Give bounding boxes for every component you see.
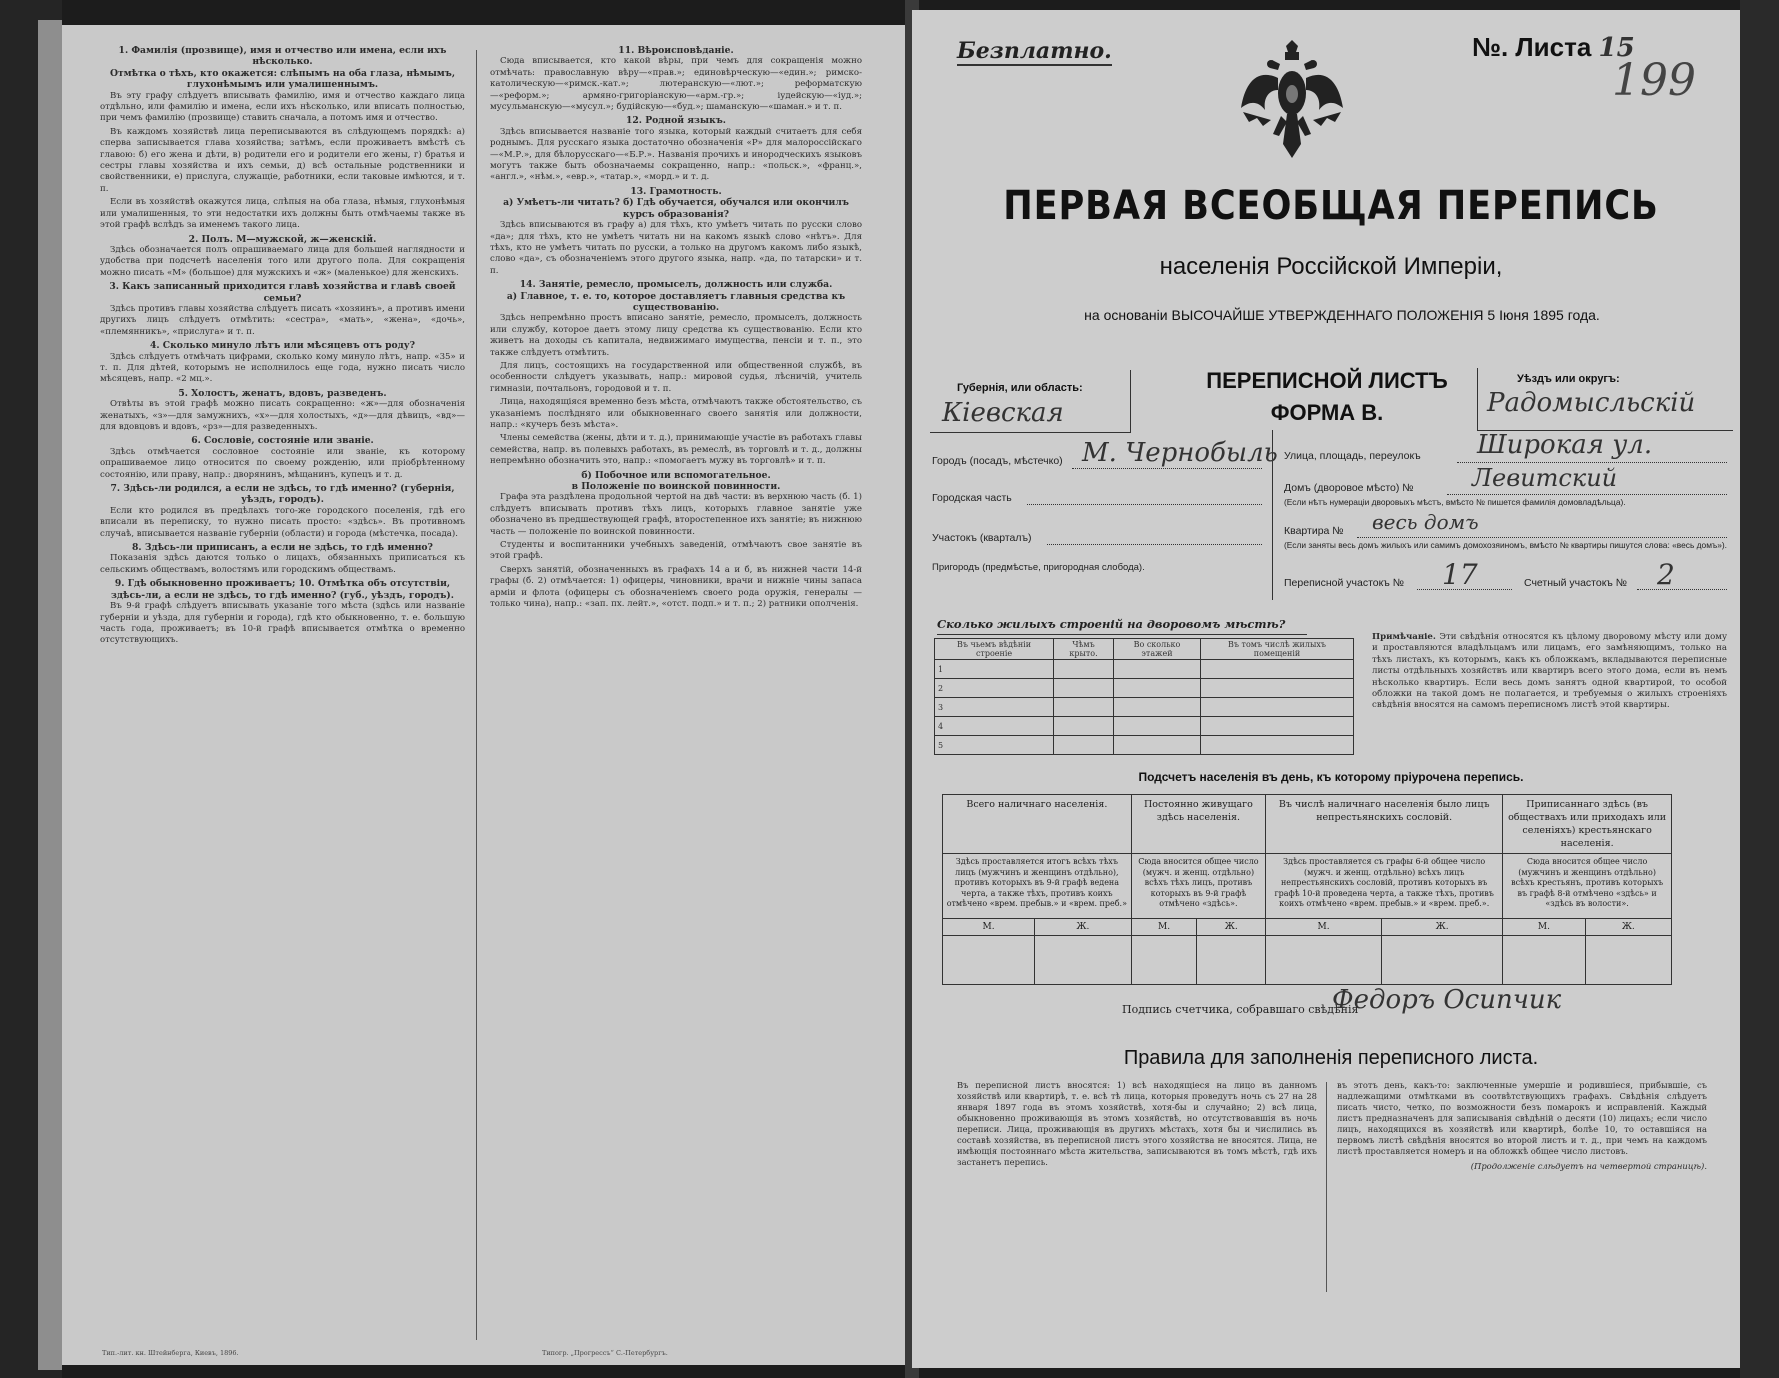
section-heading: 9. Гдѣ обыкновенно проживаетъ; 10. Отмѣтка объ отсутствіи, здѣсь-ли, а если не здѣсь, то гдѣ именно? (губ., уѣздъ, городъ). xyxy=(111,578,454,601)
section-heading: 2. Полъ. М—мужской, ж—женскій. xyxy=(188,233,377,245)
buildings-cell xyxy=(1200,679,1353,698)
buildings-cell xyxy=(1113,736,1200,755)
province-value: Кіевская xyxy=(942,398,1064,428)
scanner-background xyxy=(1740,0,1779,1378)
section-heading: 12. Родной языкъ. xyxy=(626,115,726,127)
handwritten-page-number: 199 xyxy=(1612,55,1696,106)
section-paragraph: Сверхъ занятій, обозначенныхъ въ графахъ 14 а и б, въ нижней части 14-й графы (б. 2) отмѣчается: 1) офицеры, чиновники, врачи и нижніе чины запаса арміи и флота (офицеры съ обозначеніемъ своего рода оружія, генералы — только чина), напр.: «зап. пх. лейт.», «отст. подп.» и т. п.; 2) ратники ополченія. xyxy=(490,564,862,610)
buildings-header: Въ чьемъ вѣдѣніи строеніе xyxy=(935,639,1054,660)
female-column-label: Ж. xyxy=(1197,919,1266,936)
count-instruction: Здѣсь проставляется итогъ всѣхъ тѣхъ лицъ (мужчинъ и женщинъ отдѣльно), противъ которыхъ въ 9-й графѣ ведена черта, а также тѣхъ, противъ коихъ отмѣчено «врем. пребыв.» и «врем. преб.» xyxy=(943,854,1132,919)
buildings-cell xyxy=(1200,660,1353,679)
section-heading: 3. Какъ записанный приходится главѣ хозяйства и главѣ своей семьи? xyxy=(109,281,456,304)
sheet-number-handwritten: 15 xyxy=(1598,33,1635,63)
form-title-line-2: ФОРМА В. xyxy=(1270,400,1384,425)
house-note: (Если нѣтъ нумераціи дворовыхъ мѣстъ, вмѣсто № пишется фамилія домовладѣльца). xyxy=(1284,497,1626,507)
left-page-edge xyxy=(38,20,62,1370)
buildings-cell xyxy=(1054,698,1114,717)
section-paragraph: Если кто родился въ предѣлахъ того-же городского поселенія, гдѣ его вписали въ переписку, то нужно писать просто: «здѣсь». Въ противномъ случаѣ, вписывается названіе губерніи (области) и города (мѣстечка, посада). xyxy=(100,505,465,539)
section-heading: а) Умѣетъ-ли читать? б) Гдѣ обучается, обучался или окончилъ курсъ образованія? xyxy=(503,197,849,220)
column-divider xyxy=(476,50,477,1340)
buildings-cell xyxy=(1054,717,1114,736)
count-value-cell xyxy=(1197,936,1266,985)
count-precinct-value: 2 xyxy=(1657,558,1675,591)
section-paragraph: Показанія здѣсь даются только о лицахъ, обязанныхъ приписаться къ сельскимъ обществамъ, волостямъ или городскимъ обществамъ. xyxy=(100,553,465,575)
section-paragraph: Отвѣты въ этой графѣ можно писать сокращенно: «ж»—для обозначенія женатыхъ, «з»—для замужнихъ, «х»—для холостыхъ, «д»—для дѣвицъ, «вд»—для вдовцовъ и вдовъ, «рз»—для разведенныхъ. xyxy=(100,399,465,432)
district-value: Радомысльскій xyxy=(1487,388,1696,418)
section-paragraph: Здѣсь слѣдуетъ отмѣчать цифрами, сколько кому минуло лѣтъ, напр. «35» и т. п. Для дѣтей, которымъ не исполнилось еще года, нужно писать число мѣсяцевъ, напр. «2 мц.». xyxy=(100,351,465,385)
section-paragraph: Здѣсь противъ главы хозяйства слѣдуетъ писать «хозяинъ», а противъ имени другихъ лицъ слѣдуетъ отмѣтить: «сестра», «мать», «жена», «дочь», «племянникъ», «прислуга» и т. п. xyxy=(100,303,465,337)
precinct-label: Участокъ (кварталъ) xyxy=(932,532,1032,544)
section-heading: в Положеніе по воинской повинности. xyxy=(571,481,781,493)
section-heading: 4. Сколько минуло лѣтъ или мѣсяцевъ отъ роду? xyxy=(149,340,416,352)
buildings-header: Въ томъ числѣ жилыхъ помещеній xyxy=(1200,639,1353,660)
count-value-cell xyxy=(1503,936,1585,985)
buildings-cell xyxy=(1200,736,1353,755)
buildings-title: Сколько жилыхъ строеній на дворовомъ мѣстѣ? xyxy=(937,617,1286,631)
sheet-number-label: №. Листа xyxy=(1472,32,1592,62)
census-precinct-label: Переписной участокъ № xyxy=(1284,577,1404,589)
enumerator-signature-label: Подпись счетчика, собравшаго свѣдѣнія xyxy=(1122,1003,1359,1016)
street-label: Улица, площадь, переулокъ xyxy=(1284,450,1421,462)
printer-imprint-2: Типогр. „Прогрессъ“ С.-Петербургъ. xyxy=(542,1349,668,1357)
section-paragraph: Въ каждомъ хозяйствѣ лица переписываются въ слѣдующемъ порядкѣ: а) сперва записывается глава хозяйства; затѣмъ, если проживаетъ вмѣстѣ съ главою: б) его жена и дѣти, в) родители его и родители его жены, г) братья и сестры главы хозяйства и ихъ семьи, д) всѣ остальные родственники и свойственники, е) прислуга, служащіе, работники, если таковые имѣются, и т. п. xyxy=(100,126,465,194)
buildings-header: Во сколько этажей xyxy=(1113,639,1200,660)
section-paragraph: Здѣсь вписывается названіе того языка, который каждый считаетъ для себя роднымъ. Для русскаго языка достаточно обозначенія «Р» для малороссійскаго—«М.Р.», для бѣлорусскаго—«Б.Р.». Названія прочихъ и инородческихъ языковъ могутъ также быть обозначаемы сокращенно, напр.: «польск.», «франц.», «англ.», «нѣм.», «евр.», «татар.», «морд.» и т. д. xyxy=(490,126,862,183)
buildings-cell xyxy=(1200,717,1353,736)
free-label: Безплатно. xyxy=(957,38,1112,64)
section-paragraph: Здѣсь отмѣчается сословное состояніе или званіе, къ которому опрашиваемое лицо относится по своему рожденію, или пріобрѣтенному состоянію, или праву, напр.: дворянинъ, мѣщанинъ, купецъ и т. д. xyxy=(100,446,465,480)
house-label: Домъ (дворовое мѣсто) № xyxy=(1284,482,1414,494)
buildings-cell: 1 xyxy=(935,660,1054,679)
population-count-table xyxy=(942,794,1672,985)
rules-column-1: Въ переписной листъ вносятся: 1) всѣ находящіеся на лицо въ данномъ хозяйствѣ или квартирѣ, т. е. всѣ тѣ лица, которыя проведутъ ночь съ 27 на 28 января 1897 года въ этомъ хозяйствѣ, хотя-бы и случайно; 2) всѣ лица, обыкновенно проживающія въ этомъ хозяйствѣ, но отсутствовавшія въ ночь переписи. Лица, проживающія въ другихъ мѣстахъ, хотя бы и числились въ составѣ хозяйства, въ переписной листъ этого хозяйства не вносятся. Лица, не имѣющія постояннаго мѣста жительства, записываются въ томъ мѣстѣ, гдѣ ихъ застанетъ перепись. xyxy=(957,1080,1317,1167)
count-precinct-line xyxy=(1637,589,1727,590)
rules-divider xyxy=(1326,1082,1327,1292)
form-title-line-1: ПЕРЕПИСНОЙ ЛИСТЪ xyxy=(1206,368,1448,393)
city-label: Городъ (посадъ, мѣстечко) xyxy=(932,455,1063,467)
section-paragraph: Въ эту графу слѣдуетъ вписывать фамилію, имя и отчество каждаго лица отдѣльно, или фамилію и имена, если ихъ нѣсколько, или вписать полностью, при чемъ фамилію (прозвище) ставить сначала, а потомъ имя и отчество. xyxy=(100,90,465,124)
rules-title: Правила для заполненія переписного листа. xyxy=(1123,1047,1539,1069)
apartment-line xyxy=(1357,537,1727,538)
count-header: Въ числѣ наличнаго населенія было лицъ непрестьянскихъ сословій. xyxy=(1266,795,1503,854)
section-paragraph: Члены семейства (жены, дѣти и т. д.), принимающіе участіе въ работахъ главы семейства, напр. въ полевыхъ работахъ, въ ремеслѣ, въ торговлѣ и т. д., должны непремѣнно обозначить это, напр.: «помогаетъ мужу въ торговлѣ» и т. п. xyxy=(490,433,862,467)
count-header: Всего наличнаго населенія. xyxy=(943,795,1132,854)
count-header: Приписаннаго здѣсь (въ обществахъ или приходахъ или селеніяхъ) крестьянскаго населенія. xyxy=(1503,795,1672,854)
printer-imprint: Тип.-лит. кн. Штейнберга, Киевъ, 1896. xyxy=(102,1349,239,1357)
section-paragraph: Здѣсь вписываются въ графу а) для тѣхъ, кто умѣетъ читать по русски слово «да»; для тѣхъ, кто не умѣетъ читать ни на какомъ языкѣ слово «нѣтъ». Для тѣхъ, кто не умѣетъ читать по русски, а только на другомъ какомъ либо языкѣ, слово «да», съ обозначеніемъ этого другого языка, напр. «да, по татарски» и т. п. xyxy=(490,220,862,276)
suburb-label: Пригородъ (предмѣстье, пригородная слобода). xyxy=(932,562,1145,573)
female-column-label: Ж. xyxy=(1381,919,1502,936)
buildings-cell xyxy=(1113,698,1200,717)
count-precinct-label: Счетный участокъ № xyxy=(1524,577,1628,589)
district-label: Уѣздъ или округъ: xyxy=(1517,373,1620,385)
count-value-cell xyxy=(943,936,1035,985)
apartment-note: (Если заняты весь домъ жилыхъ или самимъ домохозяиномъ, вмѣсто № квартиры пишутся слова: «весь домъ»). xyxy=(1284,540,1727,550)
house-line xyxy=(1447,494,1727,495)
section-heading: 7. Здѣсь-ли родился, а если не здѣсь, то гдѣ именно? (губернія, уѣздъ, городъ). xyxy=(110,483,455,506)
rules-continuation-note: (Продолженіе слѣдуетъ на четвертой страницѣ). xyxy=(1470,1161,1707,1171)
apartment-value: весь домъ xyxy=(1372,510,1479,534)
count-value-cell xyxy=(1381,936,1502,985)
city-line xyxy=(1072,468,1262,469)
buildings-cell: 5 xyxy=(935,736,1054,755)
buildings-note xyxy=(1372,632,1727,712)
apartment-label: Квартира № xyxy=(1284,525,1344,537)
section-heading: а) Главное, т. е. то, которое доставляетъ главныя средства къ существованію. xyxy=(506,290,846,313)
section-heading: 8. Здѣсь-ли приписанъ, а если не здѣсь, то гдѣ именно? xyxy=(132,542,433,554)
section-paragraph: Для лицъ, состоящихъ на государственной или общественной службѣ, въ особенности слѣдуетъ указывать, напр.: мировой судья, лѣсничій, учитель гимназіи, почтальонъ, городовой и т. п. xyxy=(490,360,862,394)
precinct-line xyxy=(1047,544,1262,545)
rules-column-2-text: въ этотъ день, какъ-то: заключенные умершіе и родившіеся, прибывшіе, съ надлежащими отмѣтками въ соотвѣтствующихъ графахъ. Свѣдѣнія слѣдуетъ писать чисто, четко, по возможности безъ помарокъ и исправленій. Каждый листъ предназначенъ для записыванія свѣдѣній о десяти (10) лицахъ; если число лицъ, находящихся въ хозяйствѣ или квартирѣ, болѣе 10, то оставшіяся на первомъ листѣ свѣдѣнія вносятся во второй листъ и т. д., при чемъ на каждомъ листѣ проставляется номеръ и на обложкѣ общее число листовъ. xyxy=(1337,1080,1707,1156)
count-value-cell xyxy=(1131,936,1197,985)
buildings-table xyxy=(934,638,1354,755)
imperial-eagle-emblem xyxy=(1237,38,1347,168)
population-count-title: Подсчетъ населенія въ день, къ которому пріурочена перепись. xyxy=(1138,770,1524,784)
buildings-cell: 4 xyxy=(935,717,1054,736)
female-column-label: Ж. xyxy=(1585,919,1671,936)
section-paragraph: Въ 9-й графѣ слѣдуетъ вписывать указаніе того мѣста (здѣсь или названіе губерніи и уѣзда, для губерніи и города), гдѣ кто обыкновенно, т. е. большую часть года, проживаетъ; въ 10-й графѣ вписывается отмѣтка о временно отсутствующихъ. xyxy=(100,601,465,646)
rules-column-2 xyxy=(1337,1080,1707,1172)
section-heading: 6. Сословіе, состояніе или званіе. xyxy=(191,435,374,447)
province-label: Губернія, или область: xyxy=(957,382,1083,394)
buildings-cell xyxy=(1054,736,1114,755)
left-column-1 xyxy=(100,45,465,649)
buildings-header: Чѣмъ крыто. xyxy=(1054,639,1114,660)
count-instruction: Сюда вносится общее число (мужчинъ и женщинъ отдѣльно) всѣхъ крестьянъ, противъ которыхъ въ графѣ 8-й отмѣчено «здѣсь» и «здѣсь въ волости». xyxy=(1503,854,1672,919)
document-subtitle: населенія Россійской Имперіи, xyxy=(1159,253,1503,280)
section-paragraph: Студенты и воспитанники учебныхъ заведеній, отмѣчаютъ свое занятіе въ этой графѣ. xyxy=(490,540,862,562)
buildings-cell: 2 xyxy=(935,679,1054,698)
street-line xyxy=(1457,462,1727,463)
right-page xyxy=(912,10,1750,1368)
section-heading: 11. Вѣроисповѣданіе. xyxy=(618,45,734,56)
legal-basis-line: на основаніи ВЫСОЧАЙШЕ УТВЕРЖДЕННАГО ПОЛОЖЕНІЯ 5 Іюня 1895 года. xyxy=(1084,307,1600,323)
section-heading: 5. Холостъ, женатъ, вдовъ, разведенъ. xyxy=(178,387,387,399)
count-value-cell xyxy=(1585,936,1671,985)
section-paragraph: Сюда вписывается, кто какой вѣры, при чемъ для сокращенія можно отмѣчать: православную вѣру—«прав.»; единовѣрческую—«един.»; римско-католическую—«римск.-кат.»; лютеранскую—«лют.»; реформатскую—«реформ.»; армяно-григоріанскую—«арм.-гр.»; іудейскую—«іуд.»; мусульманскую—«мусул.»; будійскую—«буд.»; шаманскую—«шаман.» и т. п. xyxy=(490,56,862,113)
buildings-cell xyxy=(1054,679,1114,698)
street-value: Широкая ул. xyxy=(1477,430,1653,460)
count-instruction: Здѣсь проставляется съ графы 6-й общее число (мужч. и женщ. отдѣльно) всѣхъ лицъ непрестьянскихъ сословій, противъ которыхъ въ графѣ 10-й проведена черта, а также тѣхъ, противъ коихъ отмѣчено «врем. пребыв.» и «врем. преб.». xyxy=(1266,854,1503,919)
buildings-cell xyxy=(1054,660,1114,679)
section-heading: 14. Занятіе, ремесло, промыселъ, должность или служба. xyxy=(519,279,833,291)
document-title: ПЕРВАЯ ВСЕОБЩАЯ ПЕРЕПИСЬ xyxy=(1003,183,1659,229)
section-paragraph: Здѣсь непремѣнно простъ вписано занятіе, ремесло, промыселъ, должность или службу, которое даетъ этому лицу средства къ существованію. Если кто живетъ на доходы съ капитала, недвижимаго имущества, пенсіи и т. п., это также слѣдуетъ отмѣтить. xyxy=(490,313,862,358)
note-text: Эти свѣдѣнія относятся къ цѣлому дворовому мѣсту или дому и проставляются владѣльцамъ или лицамъ, его замѣняющимъ, только на тѣхъ листахъ, къ которымъ, какъ къ обложкамъ, вкладываются переписные листы отдѣльныхъ хозяйствъ или квартиръ всего этого дома, если въ немъ нѣсколько квартиръ. Если весь домъ занятъ одной квартирой, то особой обложки на такой домъ не полагается, и требуемыя о жилыхъ строеніяхъ свѣдѣнія вносятся на самомъ переписномъ листѣ этой квартиры. xyxy=(1372,632,1728,711)
buildings-cell xyxy=(1113,717,1200,736)
section-paragraph: Графа эта раздѣлена продольной чертой на двѣ части: въ верхнюю часть (б. 1) слѣдуетъ вписывать противъ тѣхъ лицъ, которыхъ главное занятіе уже обозначено въ предшествующей графѣ, второстепенное ихъ занятіе; въ нижнюю часть — положеніе по воинской повинности. xyxy=(490,492,862,537)
section-paragraph: Лица, находящіяся временно безъ мѣста, отмѣчаютъ также обстоятельство, съ указаніемъ послѣдняго или обыкновеннаго своего занятія или должности, напр.: «кучеръ безъ мѣста». xyxy=(490,397,862,430)
sheet-number xyxy=(1472,32,1635,63)
left-page xyxy=(62,25,914,1365)
enumerator-signature: Федоръ Осипчик xyxy=(1332,985,1562,1015)
count-value-cell xyxy=(1266,936,1382,985)
note-label: Примѣчаніе. xyxy=(1372,632,1436,642)
buildings-cell: 3 xyxy=(935,698,1054,717)
count-header: Постоянно живущаго здѣсь населенія. xyxy=(1131,795,1265,854)
city-part-line xyxy=(1027,504,1262,505)
buildings-cell xyxy=(1113,660,1200,679)
section-heading: 1. Фамилія (прозвище), имя и отчество или имена, если ихъ нѣсколько. xyxy=(118,45,447,68)
count-value-cell xyxy=(1035,936,1132,985)
left-column-2 xyxy=(490,45,862,613)
form-title xyxy=(1202,365,1452,429)
male-column-label: М. xyxy=(943,919,1035,936)
buildings-title-rule xyxy=(937,634,1307,635)
section-heading: Отмѣтка о тѣхъ, кто окажется: слѣпымъ на оба глаза, нѣмымъ, глухонѣмымъ или умалишеннымъ. xyxy=(109,67,456,91)
city-part-label: Городская часть xyxy=(932,492,1012,504)
section-heading: 13. Грамотность. xyxy=(630,185,722,197)
census-precinct-value: 17 xyxy=(1442,558,1478,591)
address-divider xyxy=(1272,430,1273,600)
section-paragraph: Если въ хозяйствѣ окажутся лица, слѣпыя на оба глаза, нѣмыя, глухонѣмыя или умалишенныя, то эти недостатки ихъ должны быть отмѣчаемы также въ этой графѣ вслѣдъ за именемъ такого лица. xyxy=(100,197,465,231)
count-instruction: Сюда вносится общее число (мужч. и женщ. отдѣльно) всѣхъ тѣхъ лицъ, противъ которыхъ въ 9-й графѣ отмѣчено «здѣсь». xyxy=(1131,854,1265,919)
section-paragraph: Здѣсь обозначается полъ опрашиваемаго лица для большей наглядности и удобства при подсчетѣ населенія того или другого пола. Для сокращенія можно писать «М» (большое) для мужскихъ и «ж» (маленькое) для женскихъ. xyxy=(100,244,465,278)
city-value: М. Чернобыль xyxy=(1082,438,1278,468)
male-column-label: М. xyxy=(1266,919,1382,936)
male-column-label: М. xyxy=(1131,919,1197,936)
buildings-cell xyxy=(1200,698,1353,717)
buildings-cell xyxy=(1113,679,1200,698)
male-column-label: М. xyxy=(1503,919,1585,936)
house-value: Левитский xyxy=(1472,464,1618,492)
section-heading: б) Побочное или вспомогательное. xyxy=(581,469,771,481)
female-column-label: Ж. xyxy=(1035,919,1132,936)
